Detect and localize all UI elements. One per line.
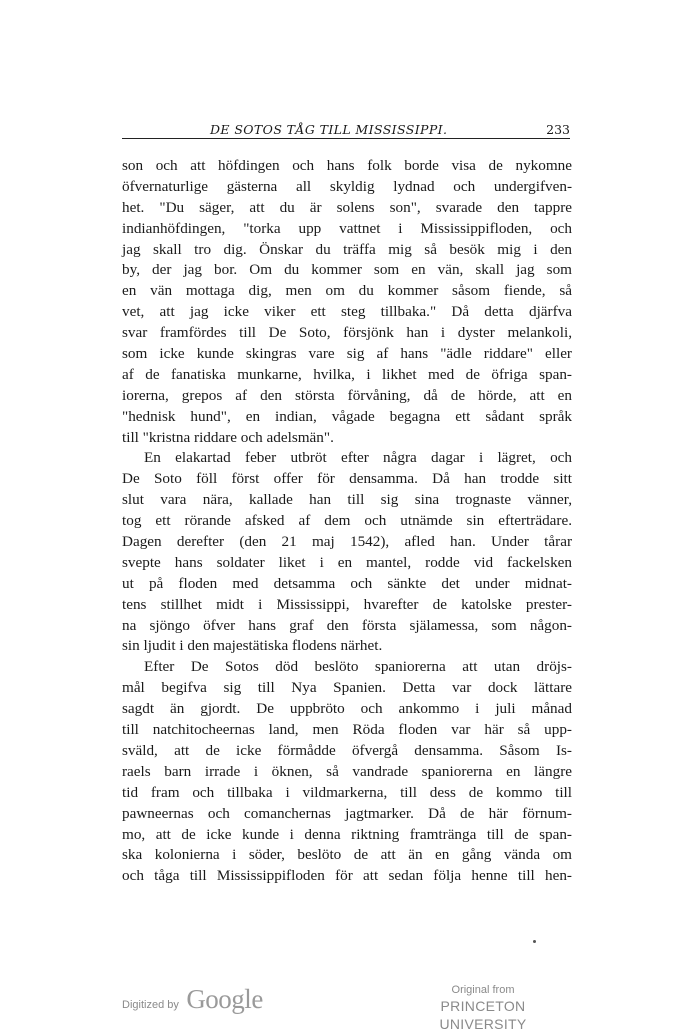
- paragraph-first-line: Efter De Sotos död beslöto spaniorerna att utan dröjs-: [144, 658, 572, 676]
- text-line: het. "Du säger, att du är solens son", svarade den tappre: [122, 198, 572, 216]
- text-line: tid fram och tillbaka i vildmarkerna, till dess de kommo till: [122, 783, 572, 801]
- text-line: svepte hans soldater liket i en mantel, rodde vid fackelsken: [122, 553, 572, 571]
- text-line: öfvernaturlige gästerna all skyldig lydnad och undergifven-: [122, 177, 572, 195]
- text-line: slut vara nära, kallade han till sig sina trognaste vänner,: [122, 491, 572, 509]
- paragraph-last-line: sin ljudit i den majestätiska flodens närhet.: [122, 637, 383, 655]
- page-body: [122, 156, 572, 887]
- text-line: ut på floden med detsamma och sänkte det under midnat-: [122, 574, 572, 592]
- text-line: tens stillhet midt i Mississippi, hvarefter de katolske prester-: [122, 595, 572, 613]
- running-header: [122, 122, 570, 140]
- text-line: mål begifva sig till Nya Spanien. Detta var dock lättare: [122, 679, 572, 697]
- text-line: na sjöngo öfver hans graf den första själamessa, som någon-: [122, 616, 572, 634]
- original-source: [398, 983, 568, 1033]
- text-line: svar framfördes till De Soto, försjönk han i dyster melankoli,: [122, 324, 572, 342]
- digitized-by-label: Digitized by: [122, 999, 179, 1011]
- text-line: af de fanatiska munkarne, hvilka, i likhet med de öfriga span-: [122, 365, 572, 383]
- text-line: indianhöfdingen, "torka upp vattnet i Mississippifloden, och: [122, 219, 572, 237]
- text-line: raels barn irrade i öknen, så vandrade spaniorerna en längre: [122, 762, 572, 780]
- text-line: en vän mottaga dig, men om du kommer såsom fiende, så: [122, 282, 572, 300]
- institution-name: PRINCETON UNIVERSITY: [439, 998, 527, 1032]
- paragraph-last-line: till "kristna riddare och adelsmän".: [122, 428, 334, 446]
- text-line: sväld, att de icke förmådde öfvergå densamma. Såsom Is-: [122, 741, 572, 759]
- text-line: by, der jag bor. Om du kommer som en vän, skall jag som: [122, 261, 572, 279]
- text-line: pawneernas och comanchernas jagtmarker. Då de här förnum-: [122, 804, 572, 822]
- text-line: till natchitocheernas land, men Röda floden var här så upp-: [122, 721, 572, 739]
- text-line: ska kolonierna i söder, beslöto de att än en gång vända om: [122, 846, 572, 864]
- header-rule: [122, 138, 570, 139]
- text-line: vet, att jag icke viker ett steg tillbaka." Då detta djärfva: [122, 303, 572, 321]
- paragraph-first-line: En elakartad feber utbröt efter några dagar i lägret, och: [144, 449, 572, 467]
- text-line: De Soto föll först offer för densamma. Då han trodde sitt: [122, 470, 572, 488]
- text-line: jag skall tro dig. Önskar du träffa mig så besök mig i den: [122, 240, 572, 258]
- text-line: son och att höfdingen och hans folk borde visa de nykomne: [122, 157, 572, 174]
- scan-speck: [533, 940, 536, 943]
- running-title: DE SOTOS TÅG TILL MISSISSIPPI.: [210, 122, 448, 137]
- google-logo: Google: [186, 984, 263, 1014]
- digitized-by-google: [122, 984, 263, 1015]
- original-from-label: Original from: [451, 984, 515, 996]
- text-line: mo, att de icke kunde i denna riktning framtränga till de span-: [122, 825, 572, 843]
- text-line: som icke kunde skingras vare sig af hans "ädle riddare" eller: [122, 345, 572, 363]
- text-line: iorerna, grepos af den största förvåning, då de hörde, att en: [122, 386, 572, 404]
- page-number: 233: [546, 122, 570, 137]
- text-line: och tåga till Mississippifloden för att sedan följa henne till hen-: [122, 867, 572, 885]
- text-line: sagdt än gjordt. De uppbröto och ankommo i juli månad: [122, 700, 572, 718]
- text-line: "hednisk hund", en indian, vågade begagna ett sådant språk: [122, 407, 572, 425]
- text-line: tog ett rörande afsked af dem och utnämde sin efterträdare.: [122, 512, 572, 530]
- text-line: Dagen derefter (den 21 maj 1542), afled han. Under tårar: [122, 533, 572, 551]
